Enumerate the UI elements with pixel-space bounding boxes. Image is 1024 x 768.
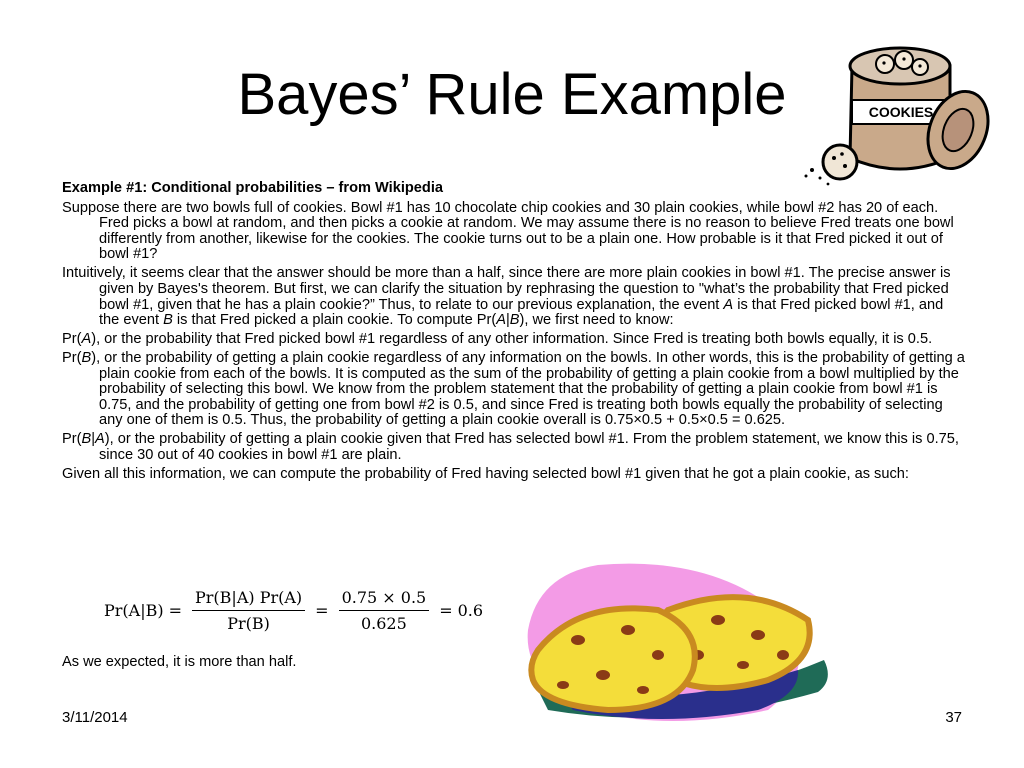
example-heading: Example #1: Conditional probabilities – from Wikipedia (62, 180, 443, 196)
formula-equals: = (315, 600, 329, 620)
formula-numerator: 0.75 × 0.5 (339, 588, 430, 611)
jar-label: COOKIES (868, 104, 934, 120)
formula-result: 0.6 (457, 600, 484, 620)
formula-lhs: Pr(A|B) (104, 600, 164, 620)
paragraph-pr-b: Pr(B), or the probability of getting a plain cookie regardless of any information on the bowls. In other words, this is the probability of getting a plain cookie from each of the bowls. It is computed as the sum of the probability of getting a plain cookie from a bowl multiplied by the probability of selecting this bowl. We know from the problem statement that the probability of getting a plain cookie from bowl #1 is 0.75, and the probability of getting one from bowl #2 is 0.5, and since Fred is treating both bowls equally the probability of selecting any one of them is 0.5. Thus, the probability of getting a plain cookie overall is 0.75×0.5 + 0.5×0.5 = 0.625. (62, 350, 965, 429)
paragraph-pr-b-given-a: Pr(B|A), or the probability of getting a plain cookie given that Fred has selected bowl #1. From the problem statement, we know this is 0.75, since 30 out of 40 cookies in bowl #1 are plain. (62, 431, 959, 464)
formula-fraction-symbolic (192, 588, 305, 633)
footer-date: 3/11/2014 (62, 709, 128, 726)
formula-equals: = (439, 600, 453, 620)
cookies-plate-icon (518, 560, 834, 732)
formula-denominator: 0.625 (360, 613, 407, 633)
slide-body (62, 181, 966, 486)
bayes-formula (104, 586, 483, 634)
formula-denominator: Pr(B) (227, 613, 270, 633)
formula-fraction-numeric (339, 588, 430, 633)
paragraph-pr-a: Pr(A), or the probability that Fred picked bowl #1 regardless of any other information. Since Fred is treating both bowls equally, it is 0.5. (62, 331, 933, 348)
paragraph-compute: Given all this information, we can compute the probability of Fred having selected bowl #1 given that he got a plain cookie, as such: (62, 466, 909, 483)
formula-numerator: Pr(B|A) Pr(A) (192, 588, 305, 611)
paragraph-intuition: Intuitively, it seems clear that the answer should be more than a half, since there are more plain cookies in bowl #1. The precise answer is given by Bayes's theorem. But first, we can clarify the situation by rephrasing the question to "what’s the probability that Fred picked bowl #1, given that he has a plain cookie?” Thus, to relate to our previous explanation, the event A is that Fred picked bowl #1, and the event B is that Fred picked a plain cookie. To compute Pr(A|B), we first need to know: (62, 265, 951, 329)
formula-equals: = (168, 600, 183, 620)
slide-title: Bayes’ Rule Example (237, 62, 787, 127)
paragraph-problem: Suppose there are two bowls full of cookies. Bowl #1 has 10 chocolate chip cookies and 30 plain cookies, while bowl #2 has 20 of each. Fred picks a bowl at random, and then picks a cookie at random. We may assume there is no reason to believe Fred treats one bowl differently from another, likewise for the cookies. The cookie turns out to be a plain one. How probable is it that Fred picked it out of bowl #1? (62, 199, 954, 263)
closing-statement: As we expected, it is more than half. (62, 654, 297, 670)
cookie-jar-icon (800, 38, 1000, 190)
slide-number: 37 (945, 709, 962, 726)
